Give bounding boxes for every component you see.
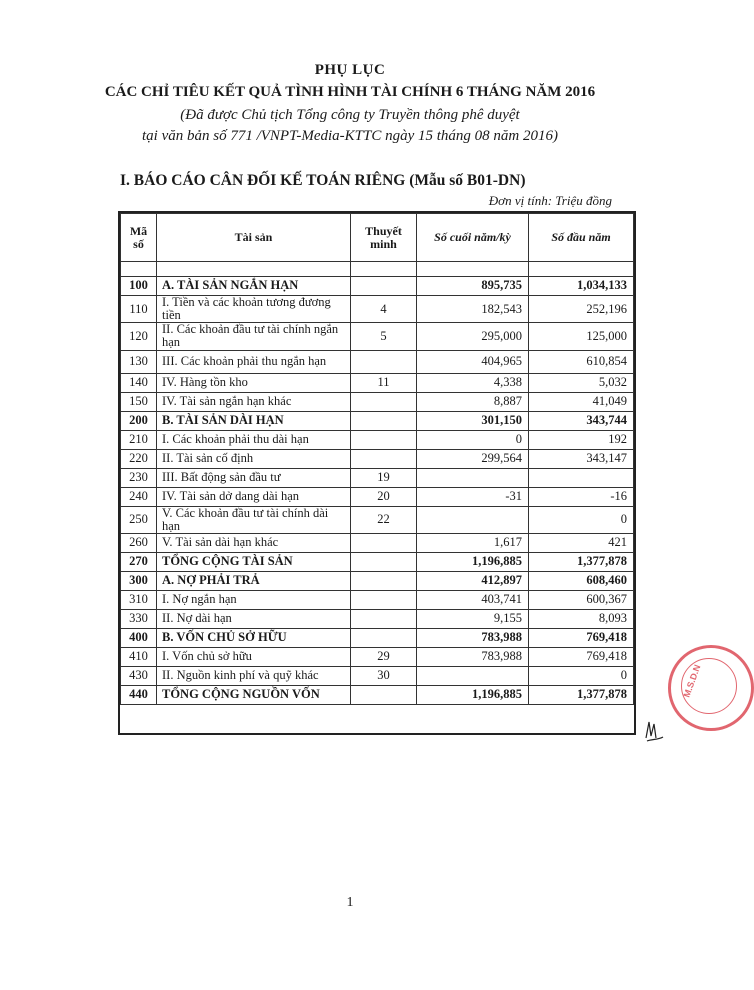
cell-end: 0: [417, 430, 529, 449]
cell-end: 4,338: [417, 373, 529, 392]
cell-begin: 769,418: [529, 647, 634, 666]
cell-item: II. Nguồn kinh phí và quỹ khác: [157, 666, 351, 685]
cell-begin: 192: [529, 430, 634, 449]
header-note: Thuyết minh: [351, 214, 417, 262]
cell-end: 9,155: [417, 609, 529, 628]
table-row: [121, 277, 634, 296]
cell-end: 8,887: [417, 392, 529, 411]
cell-note: [351, 350, 417, 373]
appendix-title: PHỤ LỤC: [314, 62, 386, 78]
table-row: [121, 468, 634, 487]
cell-note: [351, 533, 417, 552]
cell-begin: 5,032: [529, 373, 634, 392]
table-row: [121, 571, 634, 590]
table-row: [121, 609, 634, 628]
cell-note: 5: [351, 323, 417, 350]
initials-signature: [643, 718, 665, 744]
cell-code: 120: [121, 323, 157, 350]
cell-item: I. Các khoản phải thu dài hạn: [157, 430, 351, 449]
header-end: Số cuối năm/kỳ: [417, 214, 529, 262]
cell-end: 1,196,885: [417, 685, 529, 704]
cell-item: TỔNG CỘNG NGUỒN VỐN: [157, 685, 351, 704]
table-row: [121, 350, 634, 373]
cell-code: 110: [121, 296, 157, 323]
cell-begin: 343,147: [529, 449, 634, 468]
cell-code: 400: [121, 628, 157, 647]
table-row: [121, 296, 634, 323]
cell-note: [351, 411, 417, 430]
report-subtitle: CÁC CHỈ TIÊU KẾT QUẢ TÌNH HÌNH TÀI CHÍNH 6 THÁNG NĂM 2016: [104, 84, 596, 100]
table-row: [121, 449, 634, 468]
header-begin: Số đầu năm: [529, 214, 634, 262]
cell-note: 20: [351, 487, 417, 506]
cell-end: [417, 468, 529, 487]
cell-code: 210: [121, 430, 157, 449]
cell-note: [351, 277, 417, 296]
table-row: [121, 685, 634, 704]
table-row: [121, 487, 634, 506]
cell-end: 182,543: [417, 296, 529, 323]
cell-code: 240: [121, 487, 157, 506]
cell-end: 295,000: [417, 323, 529, 350]
table-row: [121, 430, 634, 449]
table-row: [121, 506, 634, 533]
cell-item: TỔNG CỘNG TÀI SẢN: [157, 552, 351, 571]
cell-note: [351, 628, 417, 647]
cell-note: [351, 449, 417, 468]
cell-note: 30: [351, 666, 417, 685]
approval-note-line1: (Đã được Chủ tịch Tổng công ty Truyền thông phê duyệt: [180, 107, 520, 123]
page-number: 1: [346, 895, 354, 910]
cell-end: -31: [417, 487, 529, 506]
cell-item: I. Tiền và các khoản tương đương tiền: [157, 296, 351, 323]
table-row: [121, 647, 634, 666]
cell-begin: 610,854: [529, 350, 634, 373]
cell-code: 410: [121, 647, 157, 666]
cell-begin: -16: [529, 487, 634, 506]
seal-text: M.S.D.N: [681, 663, 703, 699]
table-row: [121, 628, 634, 647]
cell-note: [351, 571, 417, 590]
unit-label: Đơn vị tính: Triệu đồng: [488, 193, 612, 208]
cell-code: 270: [121, 552, 157, 571]
cell-code: 230: [121, 468, 157, 487]
cell-code: 220: [121, 449, 157, 468]
cell-begin: 600,367: [529, 590, 634, 609]
cell-begin: 8,093: [529, 609, 634, 628]
table-row: [121, 392, 634, 411]
table-row: [121, 666, 634, 685]
cell-note: [351, 430, 417, 449]
cell-end: 299,564: [417, 449, 529, 468]
cell-item: II. Nợ dài hạn: [157, 609, 351, 628]
table-row: [121, 373, 634, 392]
cell-begin: 41,049: [529, 392, 634, 411]
cell-code: 150: [121, 392, 157, 411]
header-code: Mã số: [121, 214, 157, 262]
cell-end: 1,617: [417, 533, 529, 552]
cell-end: 403,741: [417, 590, 529, 609]
section-title: I. BÁO CÁO CÂN ĐỐI KẾ TOÁN RIÊNG (Mẫu số B01-DN): [120, 172, 526, 189]
cell-code: 440: [121, 685, 157, 704]
cell-end: 301,150: [417, 411, 529, 430]
cell-end: 895,735: [417, 277, 529, 296]
cell-item: B. VỐN CHỦ SỞ HỮU: [157, 628, 351, 647]
header-item: Tài sản: [157, 214, 351, 262]
cell-code: 260: [121, 533, 157, 552]
cell-item: III. Các khoản phải thu ngắn hạn: [157, 350, 351, 373]
cell-code: 200: [121, 411, 157, 430]
company-seal: [668, 645, 754, 731]
cell-begin: 421: [529, 533, 634, 552]
cell-item: II. Các khoản đầu tư tài chính ngắn hạn: [157, 323, 351, 350]
balance-sheet-table: [118, 211, 636, 735]
cell-note: [351, 590, 417, 609]
cell-item: I. Vốn chủ sở hữu: [157, 647, 351, 666]
cell-begin: 0: [529, 506, 634, 533]
cell-note: [351, 552, 417, 571]
cell-item: IV. Tài sản ngắn hạn khác: [157, 392, 351, 411]
cell-begin: 0: [529, 666, 634, 685]
cell-code: 130: [121, 350, 157, 373]
cell-item: III. Bất động sản đầu tư: [157, 468, 351, 487]
cell-item: V. Tài sản dài hạn khác: [157, 533, 351, 552]
table-header-row: [121, 214, 634, 262]
cell-code: 100: [121, 277, 157, 296]
table-row: [121, 552, 634, 571]
cell-begin: 343,744: [529, 411, 634, 430]
cell-code: 330: [121, 609, 157, 628]
cell-note: 29: [351, 647, 417, 666]
cell-note: [351, 392, 417, 411]
cell-note: [351, 685, 417, 704]
table-row: [121, 411, 634, 430]
cell-begin: 608,460: [529, 571, 634, 590]
spacer-row: [121, 262, 634, 277]
cell-item: V. Các khoản đầu tư tài chính dài hạn: [157, 506, 351, 533]
cell-note: 4: [351, 296, 417, 323]
table-row: [121, 590, 634, 609]
cell-begin: 1,034,133: [529, 277, 634, 296]
cell-item: II. Tài sản cố định: [157, 449, 351, 468]
cell-item: B. TÀI SẢN DÀI HẠN: [157, 411, 351, 430]
cell-end: [417, 666, 529, 685]
cell-note: 22: [351, 506, 417, 533]
cell-begin: [529, 468, 634, 487]
cell-end: 783,988: [417, 647, 529, 666]
cell-begin: 1,377,878: [529, 685, 634, 704]
table-row: [121, 533, 634, 552]
cell-begin: 1,377,878: [529, 552, 634, 571]
cell-note: 19: [351, 468, 417, 487]
cell-code: 310: [121, 590, 157, 609]
cell-item: IV. Tài sản dở dang dài hạn: [157, 487, 351, 506]
cell-begin: 125,000: [529, 323, 634, 350]
cell-code: 140: [121, 373, 157, 392]
cell-begin: 252,196: [529, 296, 634, 323]
cell-end: [417, 506, 529, 533]
cell-end: 1,196,885: [417, 552, 529, 571]
cell-item: IV. Hàng tồn kho: [157, 373, 351, 392]
cell-end: 412,897: [417, 571, 529, 590]
cell-code: 430: [121, 666, 157, 685]
cell-item: I. Nợ ngắn hạn: [157, 590, 351, 609]
approval-note-line2: tại văn bản số 771 /VNPT-Media-KTTC ngày 15 tháng 08 năm 2016): [142, 128, 558, 144]
cell-note: 11: [351, 373, 417, 392]
cell-item: A. TÀI SẢN NGẮN HẠN: [157, 277, 351, 296]
cell-code: 250: [121, 506, 157, 533]
table-row: [121, 323, 634, 350]
cell-end: 404,965: [417, 350, 529, 373]
cell-end: 783,988: [417, 628, 529, 647]
cell-begin: 769,418: [529, 628, 634, 647]
cell-code: 300: [121, 571, 157, 590]
cell-note: [351, 609, 417, 628]
cell-item: A. NỢ PHẢI TRẢ: [157, 571, 351, 590]
